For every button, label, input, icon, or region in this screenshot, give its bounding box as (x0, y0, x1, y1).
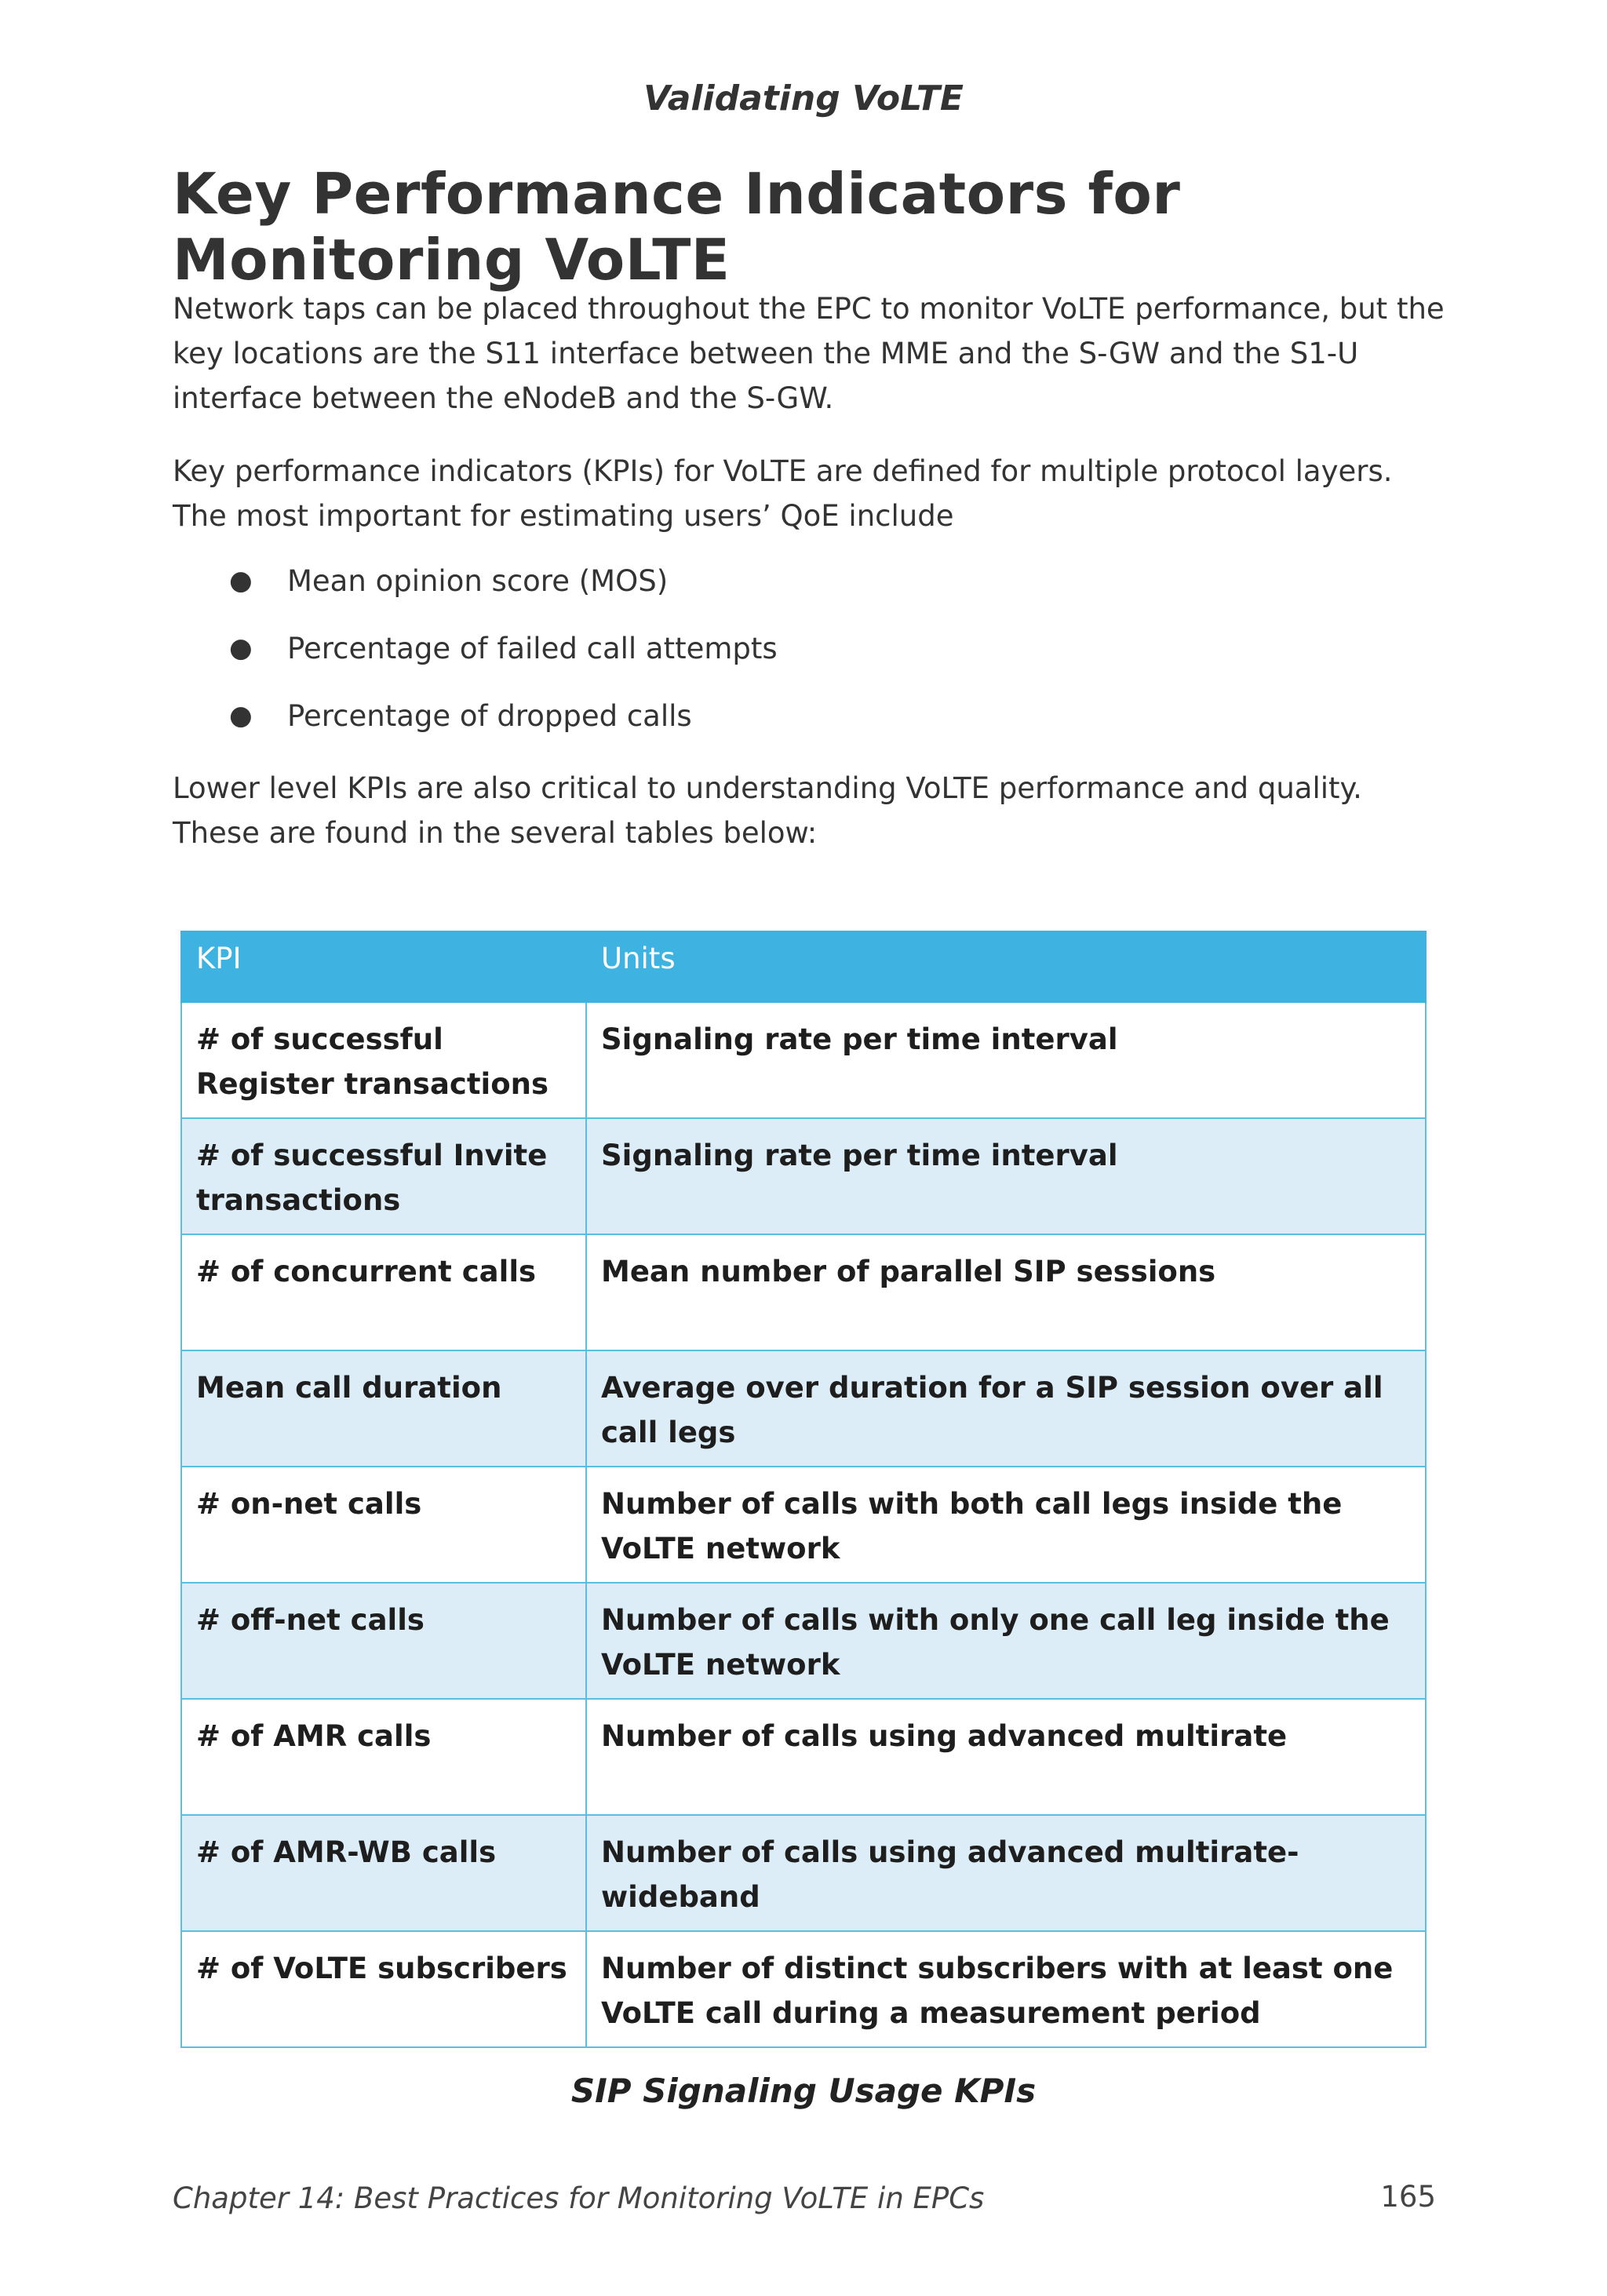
kpi-cell: Mean call duration (181, 1350, 586, 1467)
kpi-cell: # off-net calls (181, 1583, 586, 1699)
table-row (181, 1350, 1426, 1467)
table-row (181, 1931, 1426, 2047)
footer-chapter-title: Chapter 14: Best Practices for Monitoring VoLTE in EPCs (173, 2181, 985, 2215)
units-cell: Number of calls with only one call leg inside the VoLTE network (586, 1583, 1426, 1699)
list-item-text: Mean opinion score (MOS) (287, 564, 669, 598)
units-cell: Signaling rate per time interval (586, 1118, 1426, 1234)
units-cell: Number of calls using advanced multirate (586, 1699, 1426, 1815)
bullet-icon: ● (229, 632, 253, 664)
list-item-text: Percentage of dropped calls (287, 699, 692, 733)
kpi-cell: # of VoLTE subscribers (181, 1931, 586, 2047)
units-cell: Signaling rate per time interval (586, 1002, 1426, 1118)
column-header-kpi: KPI (181, 931, 586, 1002)
running-header: Validating VoLTE (643, 78, 964, 118)
section-title: Key Performance Indicators for Monitoring VoLTE (173, 161, 1181, 293)
kpi-cell: # of AMR-WB calls (181, 1815, 586, 1931)
units-cell: Number of distinct subscribers with at least one VoLTE call during a measurement period (586, 1931, 1426, 2047)
column-header-units: Units (586, 931, 1426, 1002)
kpi-intro-paragraph: Key performance indicators (KPIs) for VoLTE are defined for multiple protocol layers. The most important for estimating users’ QoE include (173, 454, 1393, 533)
table-row (181, 1002, 1426, 1118)
list-item (173, 694, 1428, 761)
kpi-cell: # of successful Register transactions (181, 1002, 586, 1118)
sip-signaling-kpi-table (180, 931, 1427, 2048)
bullet-icon: ● (229, 700, 253, 731)
lower-level-paragraph: Lower level KPIs are also critical to understanding VoLTE performance and quality. These are found in the several tables below: (173, 771, 1362, 850)
page-number: 165 (1380, 2180, 1436, 2214)
kpi-cell: # of AMR calls (181, 1699, 586, 1815)
bullet-icon: ● (229, 565, 253, 596)
list-item-text: Percentage of failed call attempts (287, 632, 778, 665)
list-item (173, 626, 1428, 694)
list-item (173, 559, 1428, 626)
kpi-cell: # on-net calls (181, 1467, 586, 1583)
table-row (181, 1699, 1426, 1815)
table-header-row (181, 931, 1426, 1002)
table-row (181, 1118, 1426, 1234)
units-cell: Number of calls with both call legs inside the VoLTE network (586, 1467, 1426, 1583)
units-cell: Average over duration for a SIP session over all call legs (586, 1350, 1426, 1467)
units-cell: Number of calls using advanced multirate-wideband (586, 1815, 1426, 1931)
table-row (181, 1583, 1426, 1699)
kpi-cell: # of concurrent calls (181, 1234, 586, 1350)
table-caption: SIP Signaling Usage KPIs (570, 2072, 1037, 2110)
intro-paragraph: Network taps can be placed throughout the EPC to monitor VoLTE performance, but the key locations are the S11 interface between the MME and the S-GW and the S1-U interface between the eNodeB and the S-GW. (173, 292, 1445, 415)
table-row (181, 1234, 1426, 1350)
units-cell: Mean number of parallel SIP sessions (586, 1234, 1426, 1350)
kpi-cell: # of successful Invite transactions (181, 1118, 586, 1234)
table-row (181, 1815, 1426, 1931)
table-row (181, 1467, 1426, 1583)
qoe-kpi-list (173, 559, 1428, 761)
